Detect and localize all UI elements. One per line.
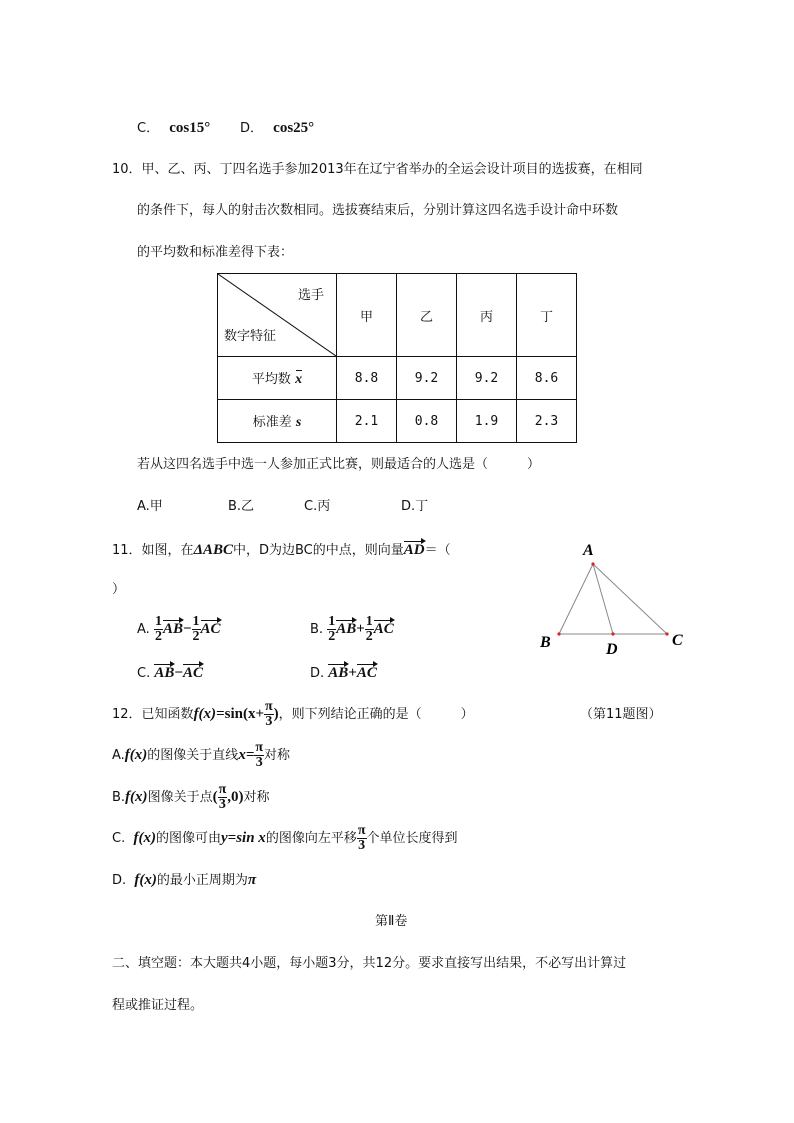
q11-option-a: A. $\frac{1}{2}$ AB− $\frac{1}{2}$ AC (137, 614, 221, 644)
row-label: 平均数 x (218, 357, 337, 400)
table-cell: 8.8 (337, 357, 397, 400)
q10-option-d: D.丁 (401, 499, 429, 514)
q11-number: 11． (112, 543, 142, 558)
header-feature-label: 数字特征 (224, 329, 277, 344)
q11-option-b: B. $\frac{1}{2}$ AB+ $\frac{1}{2}$ AC (310, 614, 394, 644)
table-cell: 2.1 (337, 400, 397, 443)
q10-option-c: C.丙 (304, 499, 331, 514)
part2-line1: 二、填空题：本大题共4小题，每小题3分，共12分。要求直接写出结果，不必写出计算过 (112, 956, 627, 971)
label-a: A (583, 542, 594, 559)
label-d: D (606, 641, 618, 658)
q12-option-b: B.f(x)图像关于点( $\frac{\pi}{3}$ ,0)对称 (112, 782, 270, 812)
q10-number: 10． (112, 162, 142, 177)
table-cell: 9.2 (397, 357, 457, 400)
option-c-value: cos15° (169, 120, 211, 136)
part2-line2: 程或推证过程。 (112, 998, 204, 1013)
player-header: 丙 (457, 274, 517, 357)
option-d (240, 121, 314, 136)
vector-ad: AD (403, 542, 425, 558)
row-label: 标准差 s (218, 400, 337, 443)
section-title: 第Ⅱ卷 (375, 914, 408, 929)
option-c-label: C． (137, 121, 160, 136)
label-c: C (672, 632, 683, 649)
table-row (218, 357, 577, 400)
q10-line2: 的条件下，每人的射击次数相同。选拔赛结束后，分别计算这四名选手设计命中环数 (137, 203, 619, 218)
q12-option-a: A.f(x)的图像关于直线x= $\frac{\pi}{3}$ 对称 (112, 740, 291, 770)
table-corner-cell (218, 274, 337, 357)
header-player-label: 选手 (297, 288, 324, 303)
q12-option-c: C. f(x)的图像可由y=sin x的图像向左平移 $\frac{\pi}{3}$ 个单位长度得到 (112, 823, 458, 853)
table-cell: 1.9 (457, 400, 517, 443)
figure-caption: （第11题图） (580, 707, 662, 722)
median-ad (593, 564, 613, 634)
player-header: 甲 (337, 274, 397, 357)
q10-option-b: B.乙 (228, 499, 255, 514)
table-cell: 2.3 (517, 400, 577, 443)
q11-text-b: 中，D为边BC的中点，则向量 (232, 543, 404, 558)
table-cell: 9.2 (457, 357, 517, 400)
q10-option-a: A.甲 (137, 499, 163, 514)
q11-stem (112, 543, 451, 558)
option-c (137, 121, 210, 136)
q10-line3: 的平均数和标准差得下表： (137, 245, 294, 260)
table-cell: 0.8 (397, 400, 457, 443)
stats-table (217, 273, 577, 443)
label-b: B (540, 634, 551, 651)
player-header: 乙 (397, 274, 457, 357)
q11-option-d: D. AB+AC (310, 665, 377, 681)
point-c (665, 632, 668, 635)
q12-option-d: D. f(x)的最小正周期为π (112, 872, 257, 888)
q10-question: 若从这四名选手中选一人参加正式比赛，则最适合的人选是（ ） (137, 457, 541, 472)
point-b (557, 632, 560, 635)
point-d (611, 632, 614, 635)
table-header-row (218, 274, 577, 357)
option-d-label: D． (240, 121, 264, 136)
player-header: 丁 (517, 274, 577, 357)
triangle-figure (530, 535, 700, 660)
edge-ac (593, 564, 667, 634)
q10-line1 (112, 163, 643, 176)
q11-text-c: ＝（ (424, 543, 451, 558)
q12-stem: 12．已知函数f(x)=sin(x+ $\frac{\pi}{3}$ )，则下列结论正确的是（ ） (112, 699, 474, 729)
q11-triangle: ΔABC (193, 542, 233, 558)
point-a (591, 562, 594, 565)
option-d-value: cos25° (273, 120, 315, 136)
edge-ab (559, 564, 593, 634)
q12-number: 12． (112, 707, 142, 722)
q11-close-paren: ） (112, 582, 126, 597)
q10-text-1: 甲、乙、丙、丁四名选手参加2013年在辽宁省举办的全运会设计项目的选拔赛，在相同 (141, 162, 643, 177)
table-cell: 8.6 (517, 357, 577, 400)
q11-text-a: 如图，在 (141, 543, 194, 558)
q11-option-c: C. AB−AC (137, 665, 203, 681)
table-row (218, 400, 577, 443)
